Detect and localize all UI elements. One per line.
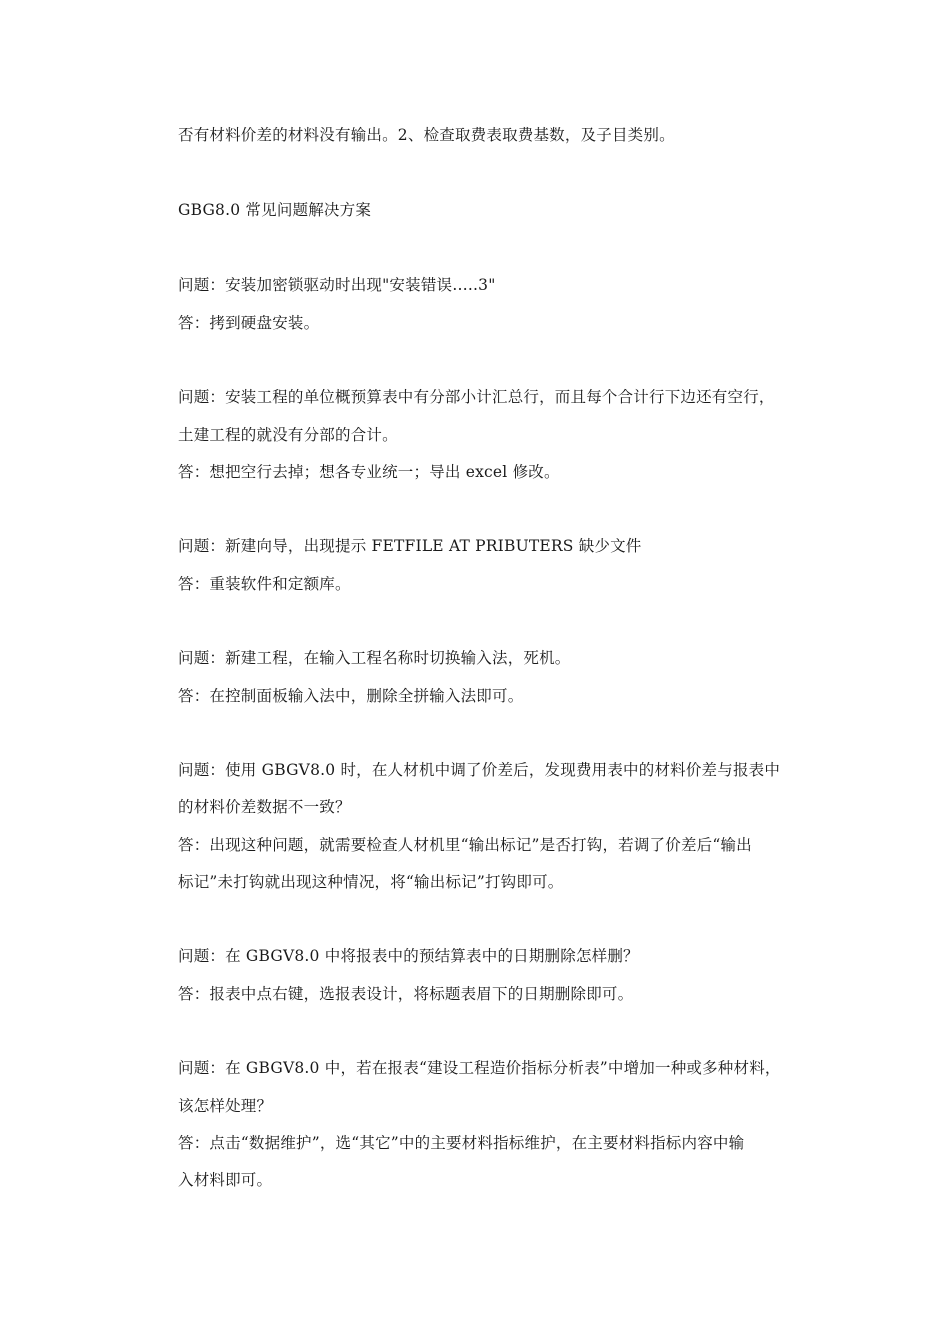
question-7-line-1: 问题：在 GBGV8.0 中，若在报表“建设工程造价指标分析表”中增加一种或多种材料， [178,1059,781,1077]
intro-text: 否有材料价差的材料没有输出。2、检查取费表取费基数，及子目类别。 [178,126,675,144]
question-2-line-2: 土建工程的就没有分部的合计。 [178,426,398,444]
answer-7-line-2: 入材料即可。 [178,1171,273,1189]
question-3: 问题：新建向导，出现提示 FETFILE AT PRIBUTERS 缺少文件 [178,537,642,555]
question-6: 问题：在 GBGV8.0 中将报表中的预结算表中的日期删除怎样删？ [178,947,639,965]
answer-6: 答：报表中点右键，选报表设计，将标题表眉下的日期删除即可。 [178,985,634,1003]
page-heading: GBG8.0 常见问题解决方案 [178,201,372,219]
question-4: 问题：新建工程，在输入工程名称时切换输入法，死机。 [178,649,571,667]
answer-7-line-1: 答：点击“数据维护”，选“其它”中的主要材料指标维护，在主要材料指标内容中输 [178,1134,745,1152]
answer-5-line-2: 标记”未打钩就出现这种情况，将“输出标记”打钩即可。 [178,873,564,891]
question-5-line-1: 问题：使用 GBGV8.0 时，在人材机中调了价差后，发现费用表中的材料价差与报表中 [178,761,781,779]
question-5-line-2: 的材料价差数据不一致？ [178,798,351,816]
answer-4: 答：在控制面板输入法中，删除全拼输入法即可。 [178,687,524,705]
question-2-line-1: 问题：安装工程的单位概预算表中有分部小计汇总行，而且每个合计行下边还有空行， [178,388,775,406]
answer-5-line-1: 答：出现这种问题，就需要检查人材机里“输出标记”是否打钩，若调了价差后“输出 [178,836,752,854]
answer-3: 答：重装软件和定额库。 [178,575,351,593]
question-1: 问题：安装加密锁驱动时出现"安装错误…..3" [178,276,496,294]
answer-2: 答：想把空行去掉；想各专业统一；导出 excel 修改。 [178,463,560,481]
answer-1: 答：拷到硬盘安装。 [178,314,320,332]
question-7-line-2: 该怎样处理？ [178,1097,273,1115]
